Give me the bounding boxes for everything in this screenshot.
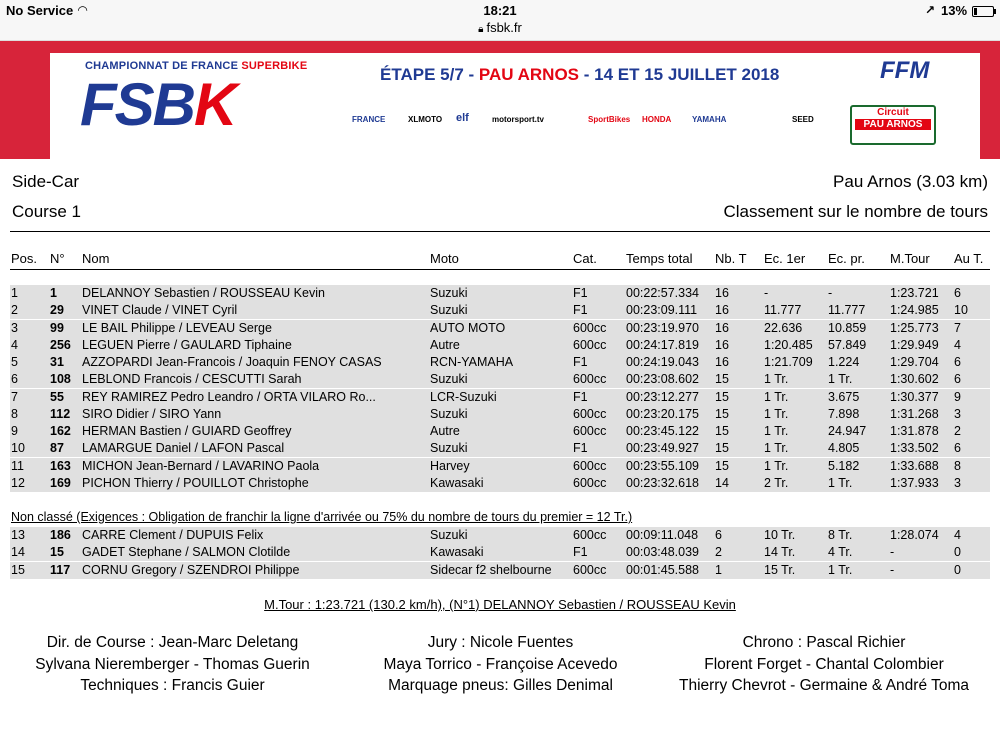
cell-pos: 2 [11, 303, 18, 318]
cell-ecp: 1 Tr. [828, 475, 853, 490]
sponsor-logo: FRANCE [352, 115, 386, 124]
col-temps: Temps total [626, 251, 693, 266]
cell-pos: 12 [11, 475, 25, 490]
cell-ecp: 1 Tr. [828, 562, 853, 577]
cell-moto: Suzuki [430, 441, 468, 456]
cell-pos: 1 [11, 286, 18, 300]
cell-moto: Sidecar f2 shelbourne [430, 562, 552, 577]
cell-ecp: 57.849 [828, 337, 867, 352]
cell-nbt: 15 [715, 424, 729, 438]
non-classified-note: Non classé (Exigences : Obligation de franchir la ligne d'arrivée ou 75% du nombre de tours du premier = 12 Tr.) [11, 510, 633, 524]
sponsor-logo: HONDA [642, 115, 672, 124]
cell-num: 186 [50, 528, 71, 542]
event-banner [0, 41, 1000, 159]
race-name: Course 1 [12, 202, 81, 221]
cell-mtour: 1:24.985 [890, 303, 939, 318]
cell-aut: 3 [954, 406, 961, 421]
cell-nbt: 16 [715, 303, 729, 318]
cell-temps: 00:23:32.618 [626, 475, 699, 490]
cell-ec1: 1:20.485 [764, 337, 813, 352]
cell-temps: 00:03:48.039 [626, 545, 699, 560]
cell-moto: Harvey [430, 458, 470, 473]
cell-nom: MICHON Jean-Bernard / LAVARINO Paola [82, 458, 320, 473]
cell-num: 162 [50, 424, 71, 438]
cell-moto: Suzuki [430, 372, 468, 387]
cell-ecp: 4 Tr. [828, 545, 853, 560]
cell-mtour: 1:23.721 [890, 286, 939, 300]
fsbk-wordmark: FSBK [80, 71, 236, 138]
cell-pos: 11 [11, 458, 24, 473]
col-pos: Pos. [11, 251, 38, 266]
cell-aut: 9 [954, 389, 961, 404]
cell-mtour: 1:33.502 [890, 441, 939, 456]
sponsor-logo: elf [456, 112, 469, 124]
location-arrow-icon: ↗ [925, 3, 936, 17]
table-row [10, 475, 990, 492]
col-moto: Moto [430, 251, 459, 266]
cell-nom: LAMARGUE Daniel / LAFON Pascal [82, 441, 285, 456]
cell-cat: 600cc [573, 562, 607, 577]
cell-moto: Suzuki [430, 303, 468, 318]
circuit-logo: Circuit PAU ARNOS [850, 105, 936, 145]
cell-ec1: 11.777 [764, 303, 802, 318]
cell-nom: CARRE Clement / DUPUIS Felix [82, 528, 264, 542]
cell-moto: Autre [430, 424, 460, 438]
venue: Pau Arnos (3.03 km) [833, 172, 988, 191]
cell-ecp: 7.898 [828, 406, 860, 421]
cell-nom: LEGUEN Pierre / GAULARD Tiphaine [82, 337, 292, 352]
cell-temps: 00:23:55.109 [626, 458, 699, 473]
cell-aut: 10 [954, 303, 968, 318]
cell-nbt: 16 [715, 355, 729, 369]
cell-nbt: 1 [715, 562, 722, 577]
cell-temps: 00:23:49.927 [626, 441, 699, 456]
cell-mtour: 1:30.602 [890, 372, 939, 387]
cell-ec1: 1:21.709 [764, 355, 813, 369]
cell-mtour: 1:29.949 [890, 337, 939, 352]
cell-ecp: 11.777 [828, 303, 866, 318]
cell-nom: REY RAMIREZ Pedro Leandro / ORTA VILARO Ro... [82, 389, 376, 404]
classification-type: Classement sur le nombre de tours [723, 202, 988, 221]
cell-nom: VINET Claude / VINET Cyril [82, 303, 238, 318]
cell-ecp: 24.947 [828, 424, 867, 438]
battery-percent: 13% [941, 3, 968, 18]
cell-moto: Suzuki [430, 286, 468, 300]
cell-cat: 600cc [573, 372, 607, 387]
officials-left: Dir. de Course : Jean-Marc Deletang Sylvana Nieremberger - Thomas Guerin Techniques : Francis Guier [35, 634, 310, 694]
cell-nbt: 15 [715, 441, 729, 456]
cell-temps: 00:09:11.048 [626, 528, 699, 542]
sponsor-logo: SEED [792, 115, 814, 124]
cell-nbt: 15 [715, 406, 729, 421]
cell-temps: 00:24:17.819 [626, 337, 699, 352]
cell-num: 108 [50, 372, 71, 387]
cell-temps: 00:23:12.277 [626, 389, 699, 404]
cell-moto: Kawasaki [430, 545, 484, 560]
officials-right: Chrono : Pascal Richier Florent Forget - Chantal Colombier Thierry Chevrot - Germaine & André Toma [678, 634, 970, 694]
cell-temps: 00:24:19.043 [626, 355, 699, 369]
cell-aut: 6 [954, 372, 961, 387]
table-row [10, 423, 990, 440]
cell-cat: 600cc [573, 406, 607, 421]
cell-nom: SIRO Didier / SIRO Yann [82, 406, 222, 421]
cell-cat: F1 [573, 355, 588, 369]
url-domain: fsbk.fr [486, 20, 522, 35]
cell-nom: AZZOPARDI Jean-Francois / Joaquin FENOY CASAS [82, 355, 382, 369]
cell-pos: 4 [11, 337, 18, 352]
fsbk-logo [50, 53, 340, 161]
col-cat: Cat. [573, 251, 597, 266]
cell-nom: CORNU Gregory / SZENDROI Philippe [82, 562, 300, 577]
cell-aut: 4 [954, 528, 961, 542]
battery-icon [972, 6, 994, 17]
table-row [10, 440, 990, 457]
divider [10, 231, 990, 232]
cell-aut: 7 [954, 320, 961, 335]
cell-ecp: 1.224 [828, 355, 860, 369]
table-row [10, 458, 990, 475]
sponsor-logo: SportBikes [588, 115, 631, 124]
cell-ecp: 1 Tr. [828, 372, 853, 387]
cell-aut: 6 [954, 286, 961, 300]
cell-ec1: 14 Tr. [764, 545, 796, 560]
cell-ec1: 1 Tr. [764, 389, 789, 404]
cell-ecp: 5.182 [828, 458, 860, 473]
col-ecp: Ec. pr. [828, 251, 865, 266]
race-category: Side-Car [12, 172, 80, 191]
sponsor-logo: motorsport.tv [492, 115, 544, 124]
cell-num: 87 [50, 441, 64, 456]
cell-temps: 00:23:45.122 [626, 424, 699, 438]
cell-mtour: 1:37.933 [890, 475, 939, 490]
cell-mtour: - [890, 545, 895, 560]
cell-cat: 600cc [573, 337, 607, 352]
cell-temps: 00:23:20.175 [626, 406, 699, 421]
cell-mtour: 1:28.074 [890, 528, 939, 542]
ffm-logo: FFM [880, 57, 930, 84]
cell-pos: 15 [11, 562, 25, 577]
cell-moto: Suzuki [430, 528, 468, 542]
cell-aut: 2 [954, 424, 961, 438]
cell-moto: LCR-Suzuki [430, 389, 497, 404]
cell-num: 112 [50, 406, 71, 421]
cell-nbt: 6 [715, 528, 722, 542]
cell-ec1: 1 Tr. [764, 441, 789, 456]
col-nom: Nom [82, 251, 110, 266]
best-lap-summary: M.Tour : 1:23.721 (130.2 km/h), (N°1) DELANNOY Sebastien / ROUSSEAU Kevin [264, 597, 736, 612]
cell-ecp: 10.859 [828, 320, 867, 335]
cell-aut: 3 [954, 475, 961, 490]
table-row [10, 406, 990, 423]
table-row [10, 562, 990, 579]
table-row [10, 320, 990, 337]
cell-num: 163 [50, 458, 71, 473]
cell-aut: 0 [954, 545, 961, 560]
lock-icon: 🔒︎ [478, 24, 484, 35]
cell-num: 31 [50, 355, 64, 369]
cell-ec1: 22.636 [764, 320, 803, 335]
cell-ecp: - [828, 286, 833, 300]
col-num: N° [50, 251, 65, 266]
cell-temps: 00:01:45.588 [626, 562, 699, 577]
cell-mtour: 1:30.377 [890, 389, 939, 404]
cell-pos: 6 [11, 372, 18, 387]
clock: 18:21 [483, 3, 517, 18]
table-row [10, 544, 990, 561]
cell-cat: 600cc [573, 475, 607, 490]
table-row [10, 389, 990, 406]
cell-mtour: 1:31.878 [890, 424, 939, 438]
sponsor-logo: XLMOTO [408, 115, 443, 124]
cell-ecp: 8 Tr. [828, 528, 853, 542]
cell-moto: RCN-YAMAHA [430, 355, 514, 369]
cell-aut: 8 [954, 458, 961, 473]
cell-aut: 4 [954, 337, 961, 352]
cell-ec1: 1 Tr. [764, 458, 789, 473]
col-ec1: Ec. 1er [764, 251, 806, 266]
cell-num: 1 [50, 286, 57, 300]
cell-cat: F1 [573, 545, 588, 560]
table-row [10, 527, 990, 544]
wifi-icon: ◠ [78, 3, 88, 17]
cell-pos: 8 [11, 406, 18, 421]
cell-cat: 600cc [573, 458, 607, 473]
cell-mtour: 1:29.704 [890, 355, 939, 369]
cell-temps: 00:23:09.111 [626, 303, 698, 318]
cell-num: 15 [50, 545, 64, 560]
cell-nbt: 2 [715, 545, 722, 560]
cell-nom: HERMAN Bastien / GUIARD Geoffrey [82, 424, 292, 438]
cell-num: 29 [50, 303, 64, 318]
cell-moto: Autre [430, 337, 460, 352]
cell-mtour: 1:25.773 [890, 320, 939, 335]
cell-moto: AUTO MOTO [430, 320, 506, 335]
col-nbt: Nb. T [715, 251, 747, 266]
cell-mtour: 1:31.268 [890, 406, 939, 421]
cell-ec1: - [764, 286, 769, 300]
cell-num: 256 [50, 337, 71, 352]
cell-temps: 00:22:57.334 [626, 286, 699, 300]
cell-nom: LEBLOND Francois / CESCUTTI Sarah [82, 372, 302, 387]
cell-nbt: 16 [715, 286, 729, 300]
cell-num: 99 [50, 320, 64, 335]
cell-cat: 600cc [573, 424, 607, 438]
cell-pos: 13 [11, 528, 25, 542]
cell-pos: 5 [11, 355, 18, 369]
cell-nbt: 15 [715, 372, 729, 387]
cell-nbt: 16 [715, 320, 729, 335]
cell-ecp: 4.805 [828, 441, 860, 456]
table-row [10, 302, 990, 319]
cell-temps: 00:23:08.602 [626, 372, 699, 387]
cell-num: 55 [50, 389, 64, 404]
cell-num: 117 [50, 562, 71, 577]
cell-cat: F1 [573, 303, 588, 318]
cell-nbt: 15 [715, 389, 729, 404]
cell-ec1: 15 Tr. [764, 562, 796, 577]
table-row [10, 371, 990, 388]
cell-mtour: - [890, 562, 895, 577]
cell-ec1: 1 Tr. [764, 372, 789, 387]
carrier-label: No Service [6, 3, 74, 18]
cell-pos: 7 [11, 389, 18, 404]
cell-moto: Suzuki [430, 406, 468, 421]
address-bar[interactable] [0, 20, 1000, 41]
cell-mtour: 1:33.688 [890, 458, 939, 473]
cell-nbt: 15 [715, 458, 729, 473]
cell-moto: Kawasaki [430, 475, 484, 490]
table-row [10, 354, 990, 371]
cell-aut: 6 [954, 441, 961, 456]
cell-pos: 10 [11, 441, 25, 456]
cell-nom: GADET Stephane / SALMON Clotilde [82, 545, 291, 560]
cell-pos: 9 [11, 424, 18, 438]
status-bar [0, 0, 1000, 22]
col-aut: Au T. [954, 251, 984, 266]
cell-ec1: 1 Tr. [764, 424, 789, 438]
cell-aut: 0 [954, 562, 961, 577]
sponsor-strip [352, 109, 832, 141]
col-mtour: M.Tour [890, 251, 930, 266]
cell-nbt: 16 [715, 337, 729, 352]
cell-cat: F1 [573, 389, 588, 404]
table-row [10, 337, 990, 354]
sponsor-logo: YAMAHA [692, 115, 727, 124]
cell-nom: LE BAIL Philippe / LEVEAU Serge [82, 320, 272, 335]
cell-num: 169 [50, 475, 71, 490]
cell-ec1: 1 Tr. [764, 406, 789, 421]
cell-nom: PICHON Thierry / POUILLOT Christophe [82, 475, 309, 490]
cell-cat: 600cc [573, 320, 607, 335]
cell-pos: 14 [11, 545, 25, 560]
table-row [10, 285, 990, 302]
cell-cat: 600cc [573, 528, 607, 542]
cell-ec1: 10 Tr. [764, 528, 796, 542]
cell-aut: 6 [954, 355, 961, 369]
cell-temps: 00:23:19.970 [626, 320, 699, 335]
cell-ecp: 3.675 [828, 389, 860, 404]
championship-title: CHAMPIONNAT DE FRANCE SUPERBIKE [85, 60, 308, 72]
officials-center: Jury : Nicole Fuentes Maya Torrico - Françoise Acevedo Marquage pneus: Gilles Denimal [383, 634, 618, 694]
stage-info-card [320, 53, 980, 161]
cell-nom: DELANNOY Sebastien / ROUSSEAU Kevin [82, 286, 325, 300]
results-table-header [10, 251, 990, 270]
cell-cat: F1 [573, 441, 588, 456]
stage-title: ÉTAPE 5/7 - PAU ARNOS - 14 ET 15 JUILLET 2018 [380, 65, 780, 84]
cell-ec1: 2 Tr. [764, 475, 789, 490]
cell-cat: F1 [573, 286, 588, 300]
cell-nbt: 14 [715, 475, 729, 490]
cell-pos: 3 [11, 320, 18, 335]
